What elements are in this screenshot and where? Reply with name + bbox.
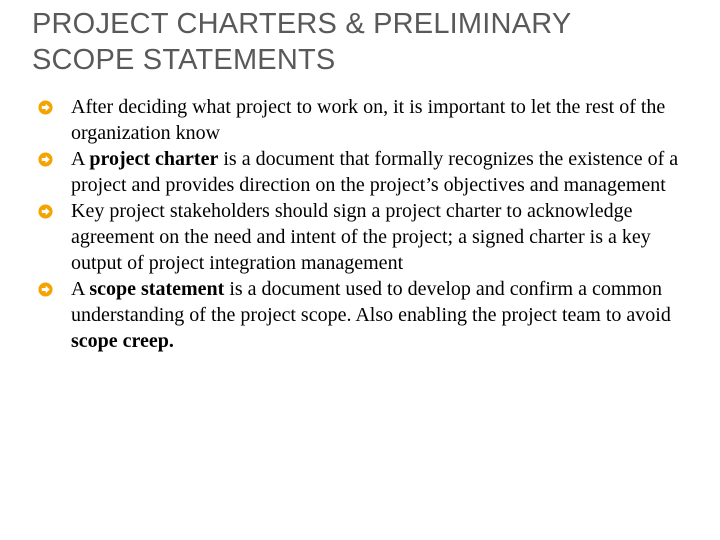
bold-term-project-charter: project charter — [89, 148, 219, 170]
bold-term-scope-creep: scope creep. — [71, 330, 174, 352]
bullet-item — [38, 94, 688, 146]
bullet-item — [38, 146, 688, 198]
bullet-text-prefix: A — [71, 278, 90, 300]
forward-arrow-icon — [38, 100, 53, 115]
bullet-text: After deciding what project to work on, it is important to let the rest of the organization know — [71, 96, 666, 144]
bold-term-scope-statement: scope statement — [89, 278, 225, 300]
bullet-item — [38, 198, 688, 276]
bullet-text: Key project stakeholders should sign a project charter to acknowledge agreement on the need and intent of the project; a signed charter is a key output of project integration management — [71, 200, 651, 274]
bullet-text-suffix: is a document that formally recognizes the existence of a project and provides direction on the project’s objectives and management — [71, 148, 679, 196]
title-line-1: PROJECT CHARTERS & PRELIMINARY — [32, 8, 572, 40]
title-line-2: SCOPE STATEMENTS — [32, 44, 336, 76]
bullet-list — [38, 94, 688, 354]
forward-arrow-icon — [38, 204, 53, 219]
slide-title — [32, 6, 682, 78]
forward-arrow-icon — [38, 282, 53, 297]
forward-arrow-icon — [38, 152, 53, 167]
bullet-text-suffix: is a document used to develop and confirm a common understanding of the project scope. Also enabling the project team to avoid — [71, 278, 671, 326]
bullet-text-prefix: A — [71, 148, 90, 170]
bullet-item — [38, 276, 688, 354]
